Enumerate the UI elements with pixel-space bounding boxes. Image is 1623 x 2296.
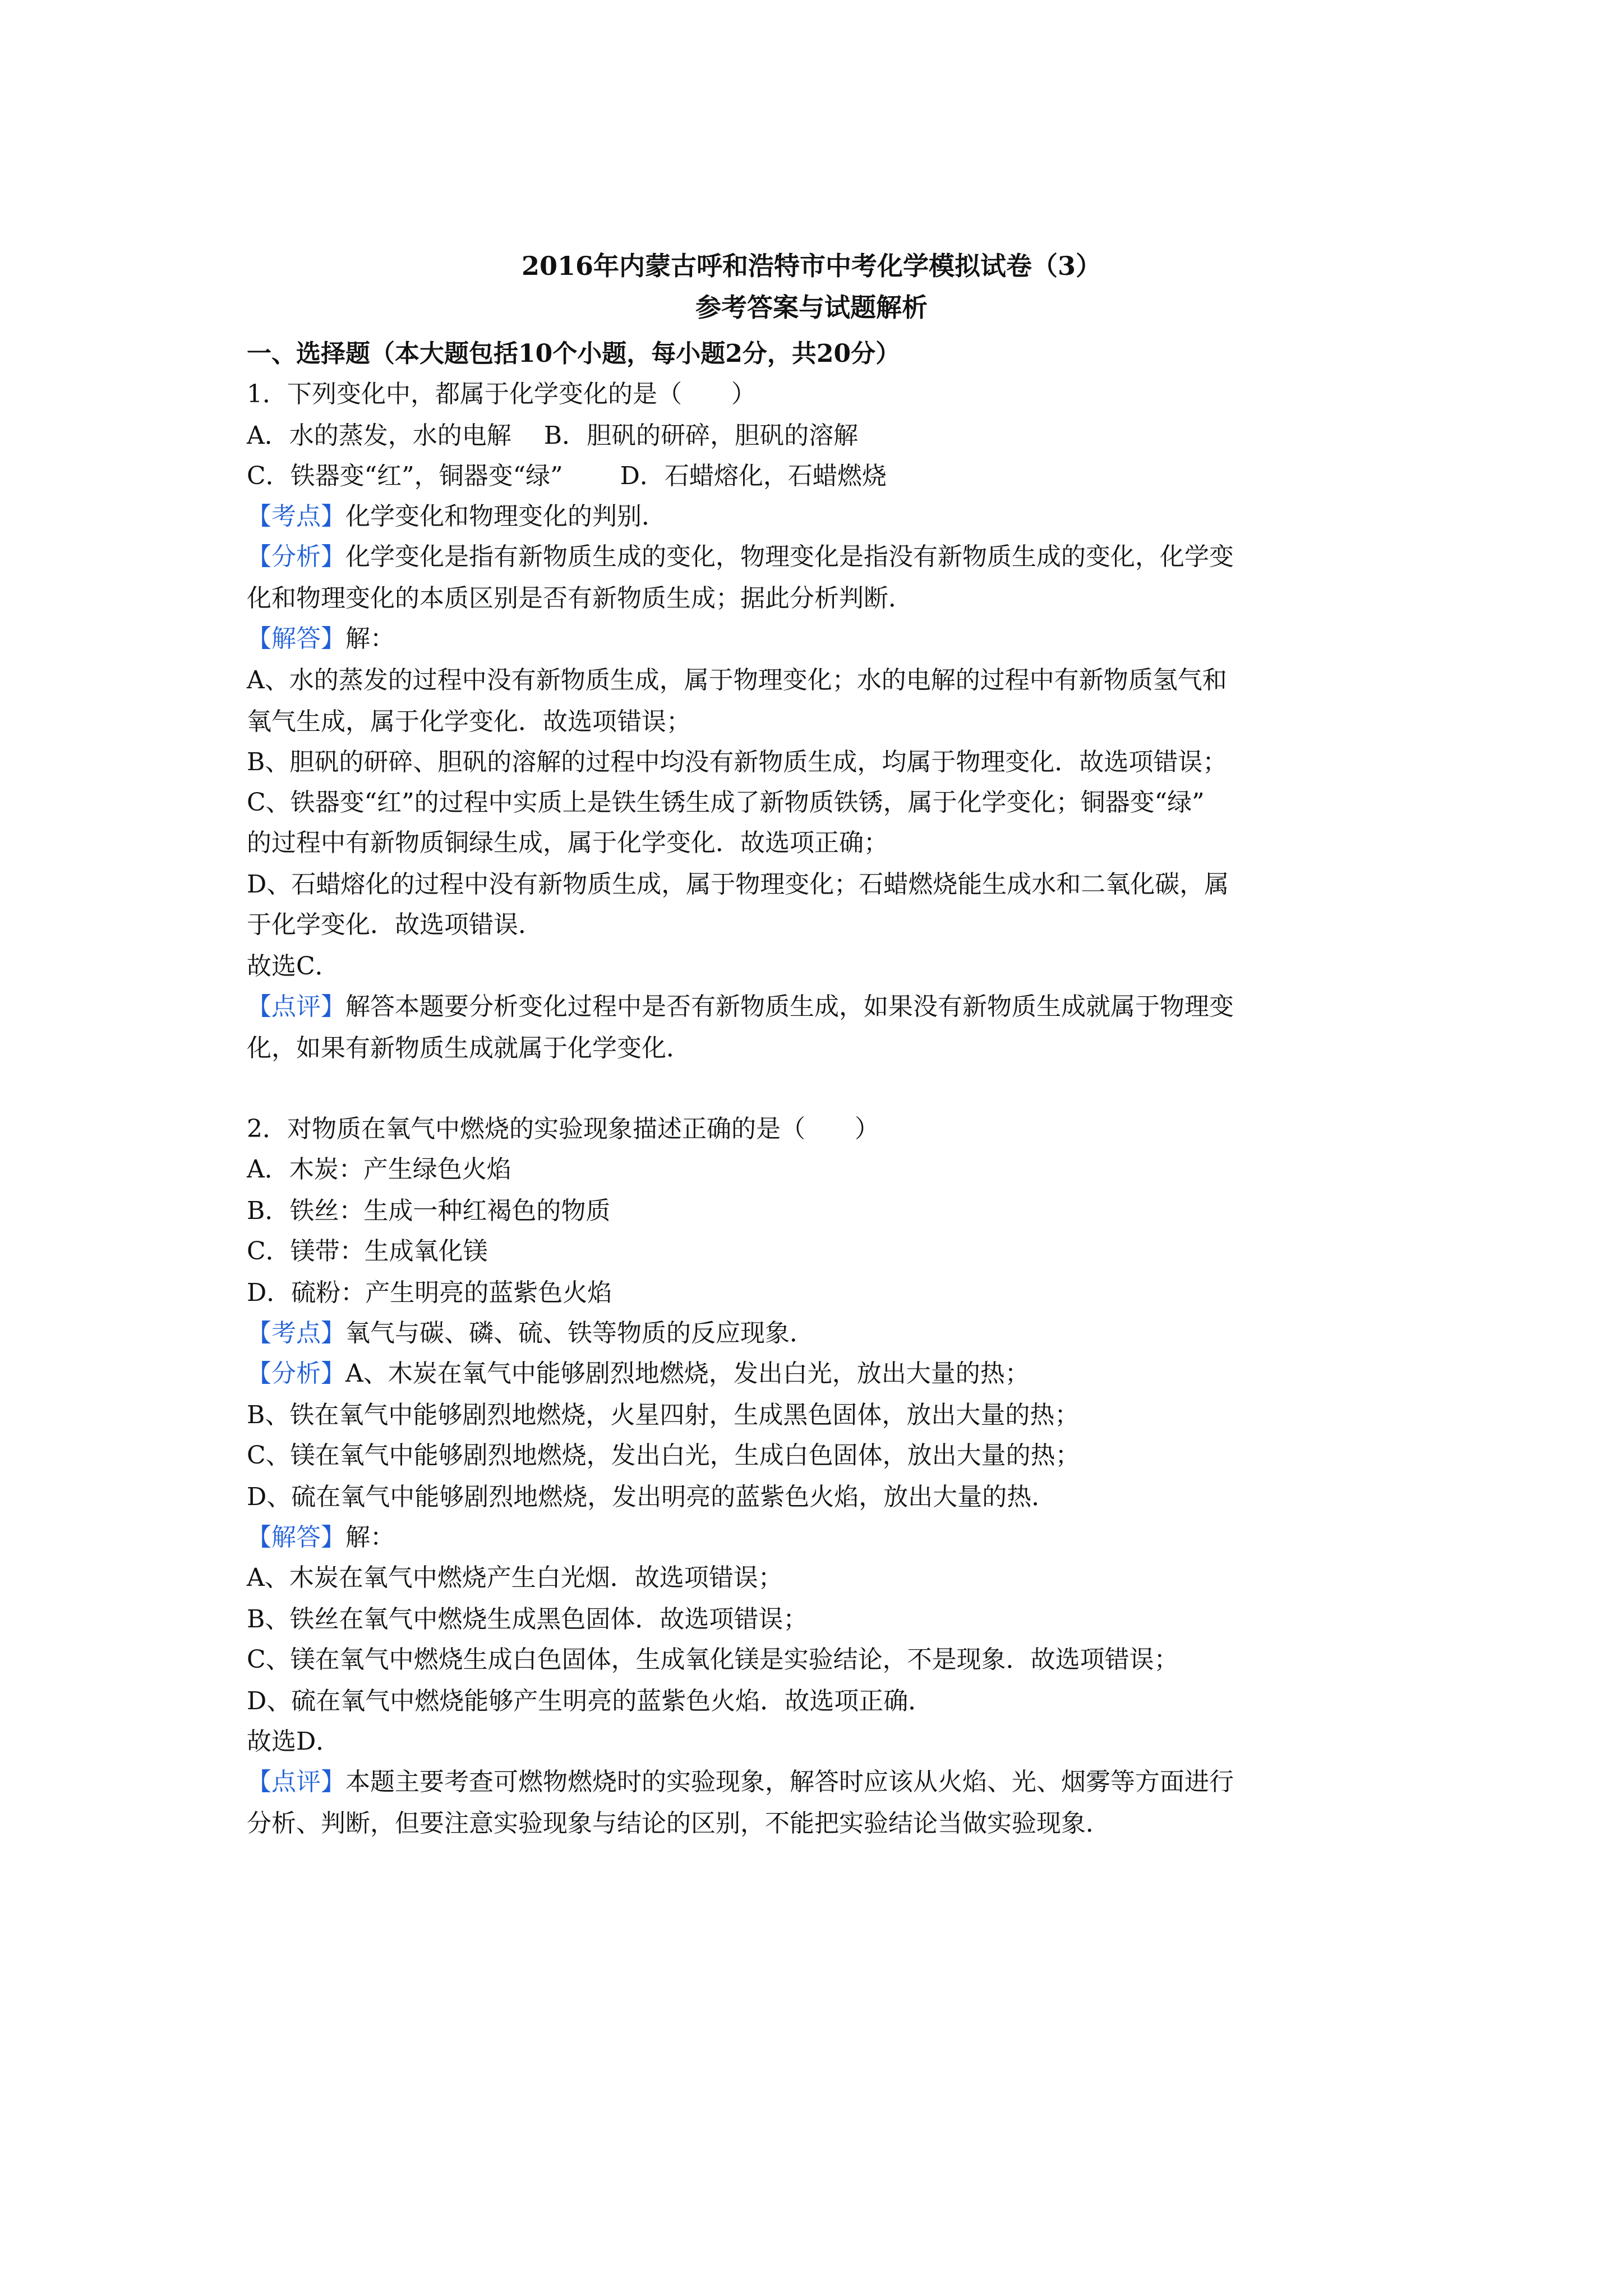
fenxi-tag: 【分析】: [247, 542, 345, 571]
q2-option-d: D．硫粉：产生明亮的蓝紫色火焰: [247, 1278, 612, 1307]
q2-dianping: [247, 1761, 1234, 1797]
q1-options-cd: C．铁器变“红”，铜器变“绿” D．石蜡熔化，石蜡燃烧: [247, 462, 887, 490]
q2-dianping-cont: 分析、判断，但要注意实验现象与结论的区别，不能把实验结论当做实验现象．: [247, 1809, 1110, 1838]
q2-jieda: [247, 1517, 395, 1553]
q2-analysis-d: D、硫在氧气中燃烧能够产生明亮的蓝紫色火焰．故选项正确．: [247, 1687, 933, 1715]
jieda-tag: 【解答】: [247, 1523, 345, 1552]
q1-stem: 1．下列变化中，都属于化学变化的是（ ）: [247, 380, 756, 408]
kaodian-tag: 【考点】: [247, 1319, 345, 1347]
q2-analysis-a: A、木炭在氧气中燃烧产生白光烟．故选项错误；: [247, 1563, 783, 1592]
dianping-text: 本题主要考查可燃物燃烧时的实验现象，解答时应该从火焰、光、烟雾等方面进行: [345, 1768, 1234, 1796]
q2-fenxi-d: D、硫在氧气中能够剧烈地燃烧，发出明亮的蓝紫色火焰，放出大量的热．: [247, 1483, 1057, 1511]
q1-analysis-a-cont: 氧气生成，属于化学变化．故选项错误；: [247, 707, 691, 736]
dianping-text: 解答本题要分析变化过程中是否有新物质生成，如果没有新物质生成就属于物理变: [345, 992, 1234, 1021]
document-subtitle: 参考答案与试题解析: [695, 292, 928, 323]
section-heading: 一、选择题（本大题包括10个小题，每小题2分，共20分）: [247, 339, 901, 368]
dianping-tag: 【点评】: [247, 992, 345, 1021]
q2-answer: 故选D．: [247, 1727, 341, 1756]
q1-fenxi-cont: 化和物理变化的本质区别是否有新物质生成；据此分析判断．: [247, 584, 913, 613]
q2-fenxi: [247, 1353, 1030, 1389]
q2-fenxi-b: B、铁在氧气中能够剧烈地燃烧，火星四射，生成黑色固体，放出大量的热；: [247, 1401, 1080, 1429]
q1-analysis-c: C、铁器变“红”的过程中实质上是铁生锈生成了新物质铁锈，属于化学变化；铜器变“绿”: [247, 788, 1205, 817]
q1-analysis-c-cont: 的过程中有新物质铜绿生成，属于化学变化．故选项正确；: [247, 829, 888, 857]
jieda-text: 解：: [345, 1523, 395, 1552]
q2-stem: 2．对物质在氧气中燃烧的实验现象描述正确的是（ ）: [247, 1115, 879, 1143]
q2-option-c: C．镁带：生成氧化镁: [247, 1237, 488, 1266]
q1-answer: 故选C．: [247, 952, 340, 981]
q1-options-ab: A．水的蒸发，水的电解 B．胆矾的研碎，胆矾的溶解: [247, 421, 859, 450]
q2-analysis-c: C、镁在氧气中燃烧生成白色固体，生成氧化镁是实验结论，不是现象．故选项错误；: [247, 1645, 1179, 1674]
q1-analysis-a: A、水的蒸发的过程中没有新物质生成，属于物理变化；水的电解的过程中有新物质氢气和: [247, 666, 1227, 694]
kaodian-text: 氧气与碳、磷、硫、铁等物质的反应现象．: [345, 1319, 814, 1347]
q1-dianping-cont: 化，如果有新物质生成就属于化学变化．: [247, 1034, 691, 1062]
q2-analysis-b: B、铁丝在氧气中燃烧生成黑色固体．故选项错误；: [247, 1605, 808, 1634]
fenxi-text: 化学变化是指有新物质生成的变化，物理变化是指没有新物质生成的变化，化学变: [345, 542, 1234, 571]
q2-kaodian: [247, 1313, 814, 1349]
q1-kaodian: [247, 496, 666, 532]
q2-fenxi-c: C、镁在氧气中能够剧烈地燃烧，发出白光，生成白色固体，放出大量的热；: [247, 1441, 1080, 1470]
q1-analysis-d: D、石蜡熔化的过程中没有新物质生成，属于物理变化；石蜡燃烧能生成水和二氧化碳，属: [247, 870, 1229, 899]
q1-analysis-d-cont: 于化学变化．故选项错误．: [247, 910, 543, 939]
q1-jieda: [247, 618, 395, 654]
dianping-tag: 【点评】: [247, 1768, 345, 1796]
fenxi-text: A、木炭在氧气中能够剧烈地燃烧，发出白光，放出大量的热；: [345, 1359, 1030, 1388]
kaodian-tag: 【考点】: [247, 502, 345, 531]
jieda-text: 解：: [345, 624, 395, 653]
jieda-tag: 【解答】: [247, 624, 345, 653]
fenxi-tag: 【分析】: [247, 1359, 345, 1388]
q2-option-b: B．铁丝：生成一种红褐色的物质: [247, 1197, 611, 1225]
q2-option-a: A．木炭：产生绿色火焰: [247, 1155, 511, 1184]
document-title: 2016年内蒙古呼和浩特市中考化学模拟试卷（3）: [521, 251, 1102, 281]
kaodian-text: 化学变化和物理变化的判别．: [345, 502, 666, 531]
q1-analysis-b: B、胆矾的研碎、胆矾的溶解的过程中均没有新物质生成，均属于物理变化．故选项错误；: [247, 748, 1228, 776]
q1-fenxi: [247, 536, 1234, 572]
q1-dianping: [247, 986, 1234, 1022]
